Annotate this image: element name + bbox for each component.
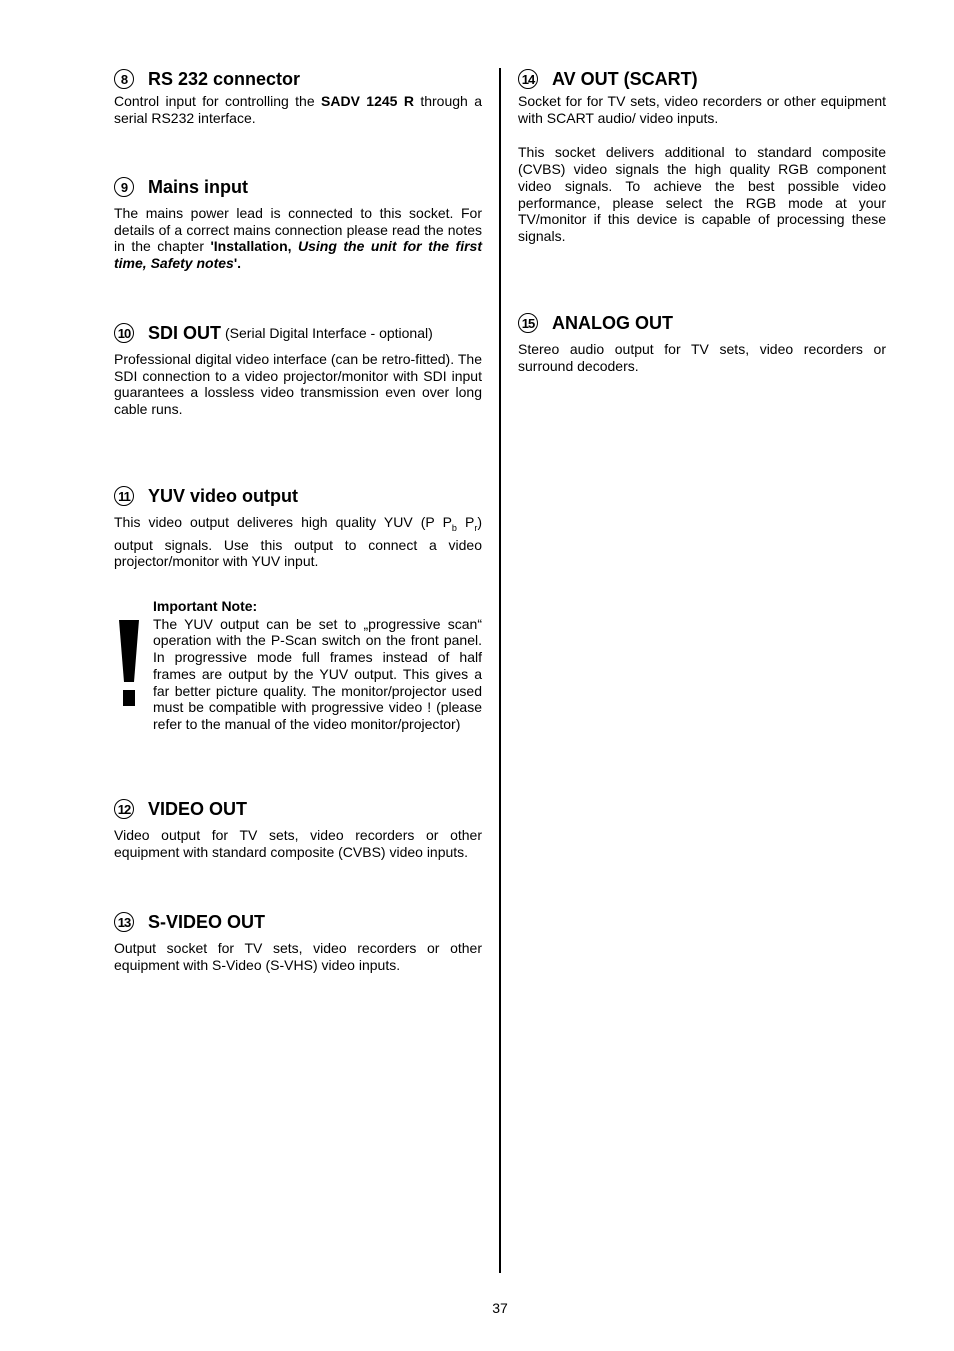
note-text: The YUV output can be set to „progressive scan“ operation with the P-Scan switch on the front panel. In progressive mode full frames instead of half frames are output by the YUV output. This gives a far better picture quality. The monitor/projector used must be compatible with progressive video ! (please refer to the manual of the video monitor/projector): [153, 615, 482, 732]
section-heading: [114, 67, 482, 91]
section-analog-out: [518, 311, 886, 374]
section-number: 10: [114, 323, 134, 343]
note-title: Important Note:: [153, 598, 258, 614]
section-number: 12: [114, 799, 134, 819]
section-title: RS 232 connector: [148, 68, 301, 89]
section-number: 11: [114, 486, 134, 506]
section-av-out-scart: [518, 67, 886, 245]
section-rs232: [114, 67, 482, 126]
section-number: 14: [518, 69, 538, 89]
section-heading: [114, 484, 482, 508]
section-text: Output socket for TV sets, video recorders or other equipment with S-Video (S-VHS) video inputs.: [114, 940, 482, 973]
section-video-out: [114, 797, 482, 860]
section-text-2: This socket delivers additional to standard composite (CVBS) video signals the high quality RGB component video signals. To achieve the best possible video performance, please select the RGB mode at your TV/monitor if this device is capable of processing these signals.: [518, 144, 886, 244]
page-number: 37: [492, 1300, 508, 1316]
section-title: SDI OUT: [148, 322, 222, 343]
section-heading: [114, 175, 482, 199]
section-number: 13: [114, 912, 134, 932]
section-mains-input: [114, 175, 482, 272]
section-heading: [518, 311, 886, 335]
section-title: YUV video output: [148, 485, 298, 506]
section-text: Control input for controlling the SADV 1245 R through a serial RS232 interface.: [114, 93, 482, 126]
section-sdi-out: [114, 321, 482, 418]
column-divider: [499, 68, 501, 1273]
important-note: [153, 598, 482, 733]
section-yuv-output: [114, 484, 482, 570]
section-text: Stereo audio output for TV sets, video recorders or surround decoders.: [518, 341, 886, 374]
section-s-video-out: [114, 910, 482, 973]
section-heading: [114, 321, 482, 345]
section-text: Professional digital video interface (can be retro-fitted). The SDI connection to a video projector/monitor with SDI input guarantees a lossless video transmission even over long cable runs.: [114, 351, 482, 418]
section-text: This video output deliveres high quality YUV (P $P_b$ $P_r$) output signals. Use this output to connect a video projector/monitor with YUV input.: [114, 514, 482, 570]
section-number: 9: [114, 177, 134, 197]
section-text: The mains power lead is connected to this socket. For details of a correct mains connection please read the notes in the chapter 'Installation, Using the unit for the first time, Safety notes'.: [114, 205, 482, 272]
section-number: 15: [518, 313, 538, 333]
section-heading: [518, 67, 886, 91]
section-heading: [114, 910, 482, 934]
section-title: AV OUT (SCART): [552, 68, 698, 89]
section-number: 8: [114, 69, 134, 89]
section-heading: [114, 797, 482, 821]
exclamation-icon: [117, 620, 141, 708]
section-title: VIDEO OUT: [148, 798, 248, 819]
section-title: Mains input: [148, 176, 248, 197]
section-title: ANALOG OUT: [552, 312, 673, 333]
section-text: Video output for TV sets, video recorders or other equipment with standard composite (CVBS) video inputs.: [114, 827, 482, 860]
section-subtitle: (Serial Digital Interface - optional): [225, 325, 433, 341]
section-text: Socket for for TV sets, video recorders or other equipment with SCART audio/ video inputs.: [518, 93, 886, 126]
section-title: S-VIDEO OUT: [148, 911, 266, 932]
